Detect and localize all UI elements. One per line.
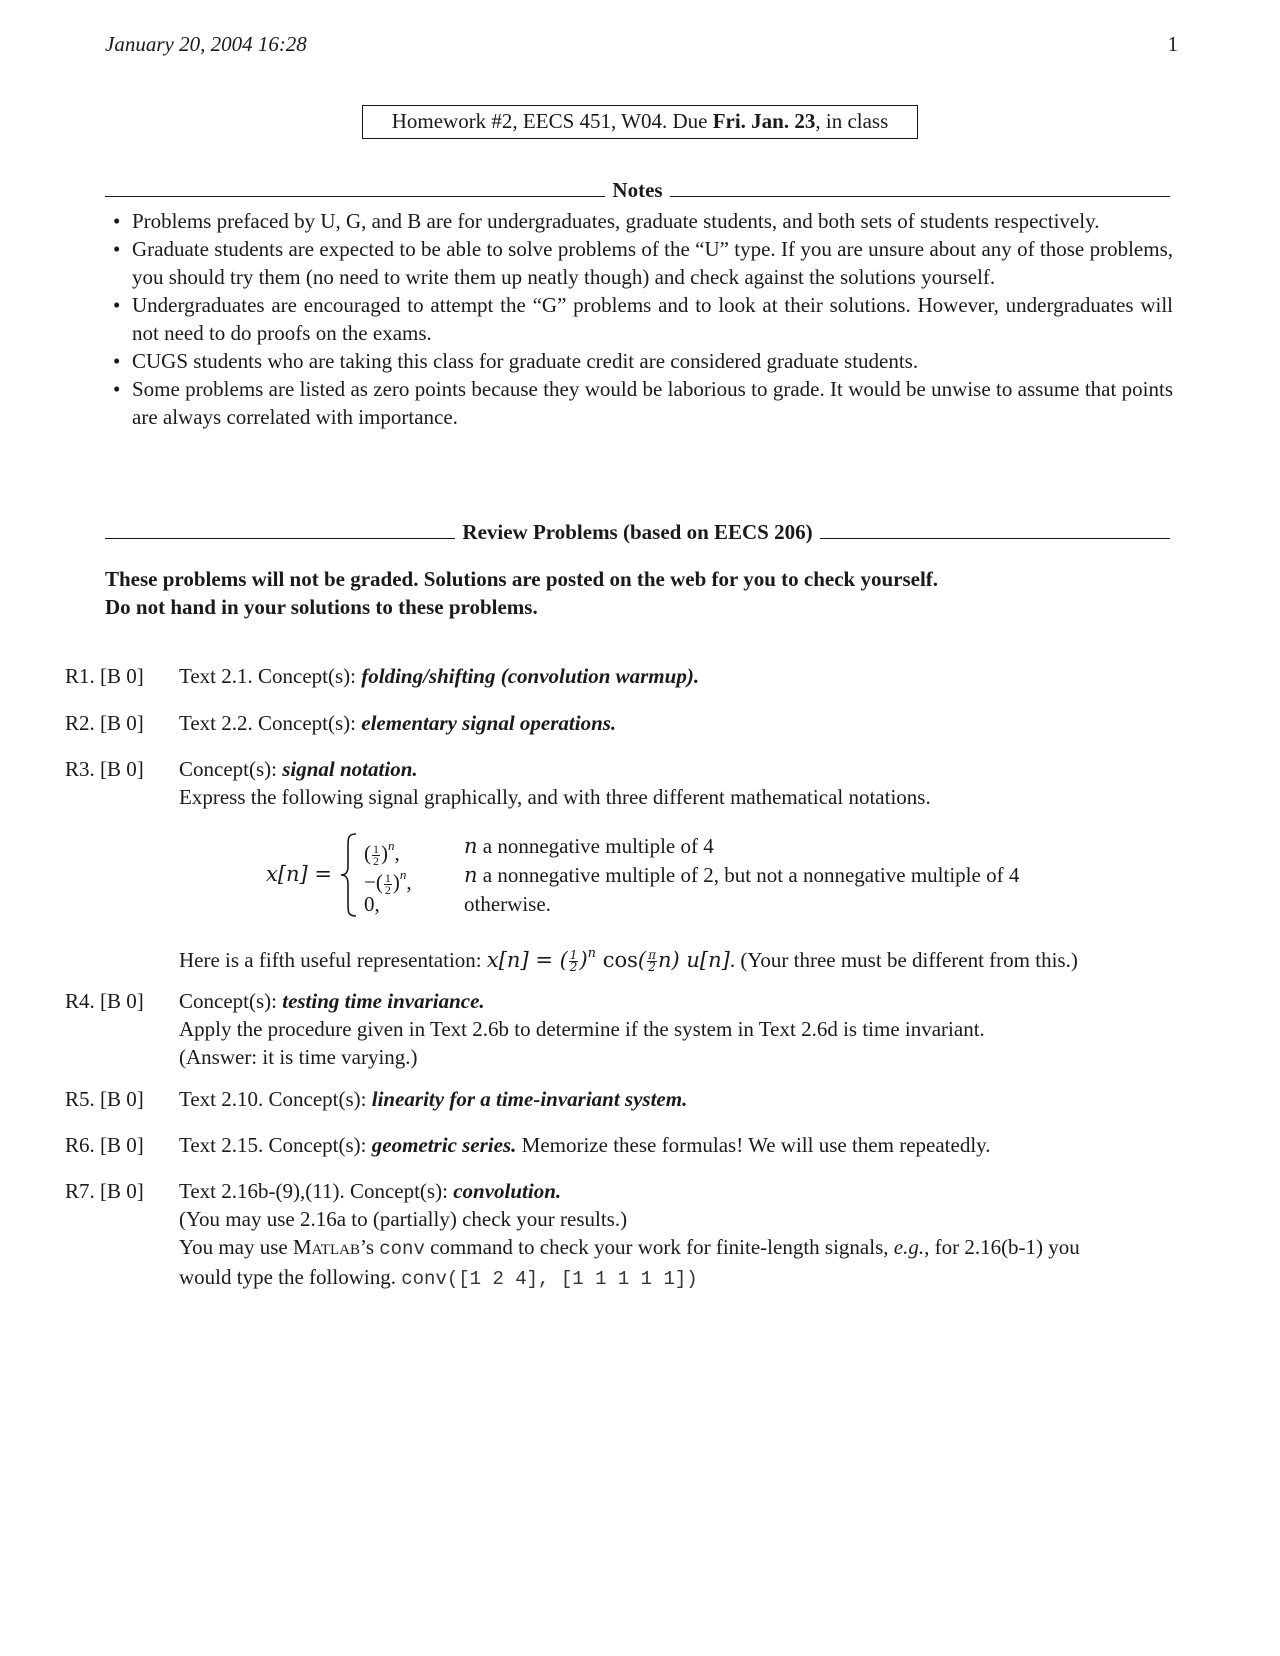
problem-r3 <box>65 755 1180 811</box>
rule-left <box>105 538 455 539</box>
problem-text-line: (Answer: it is time varying.) <box>179 1045 418 1069</box>
equation-lhs: x[n] = <box>266 862 333 886</box>
case-1-value: ( $\frac{1}{2}$ )$^n$, <box>364 838 400 868</box>
problem-text: , for 2.16(b-1) you <box>924 1235 1080 1259</box>
title-suffix: , in class <box>815 109 889 133</box>
problem-label: R6. [B 0] <box>65 1133 144 1157</box>
problem-text: Text 2.15. Concept(s): <box>179 1133 372 1157</box>
condition-text: a nonnegative multiple of 2, but not a nonnegative multiple of 4 <box>482 863 1020 887</box>
problem-text-line: Apply the procedure given in Text 2.6b to determine if the system in Text 2.6d is time invariant. <box>179 1017 985 1041</box>
case-3-condition: otherwise. <box>464 892 551 916</box>
case-2-value: −( $\frac{1}{2}$ )$^n$, <box>364 867 412 897</box>
problem-concept: testing time invariance. <box>282 989 485 1013</box>
note-text: Problems prefaced by U, G, and B are for undergraduates, graduate students, and both sets of students respectively. <box>132 209 1100 233</box>
case-1-condition <box>464 832 714 860</box>
title-prefix: Homework #2, EECS 451, W04. Due <box>391 109 713 133</box>
bullet-icon: • <box>113 293 121 317</box>
problem-text: Text 2.2. Concept(s): <box>179 711 362 735</box>
problem-label: R2. [B 0] <box>65 711 144 735</box>
fifth-representation-formula: x[n] = ( $\frac{1}{2}$ )$^n$ cos( $\frac{\pi}{2}$ n) u[n] <box>486 946 730 974</box>
bullet-icon: • <box>113 349 121 373</box>
problem-r2 <box>65 709 1180 737</box>
problem-body <box>179 1131 1180 1159</box>
notes-heading-rule <box>105 178 1170 202</box>
problem-concept: geometric series. <box>371 1133 517 1157</box>
problem-text-line <box>179 1263 1180 1293</box>
rule-right <box>670 196 1170 197</box>
problem-label: R7. [B 0] <box>65 1179 144 1203</box>
case-2-condition <box>464 861 1019 889</box>
problem-text-line: (You may use 2.16a to (partially) check your results.) <box>179 1207 628 1231</box>
note-item <box>113 207 1173 235</box>
problem-label: R3. [B 0] <box>65 757 144 781</box>
problem-text: Here is a fifth useful representation: <box>179 948 487 972</box>
note-item <box>113 235 1173 291</box>
problem-text: . (Your three must be different from this.) <box>729 948 1078 972</box>
conv-command: conv <box>379 1238 425 1260</box>
problem-text: Concept(s): <box>179 989 283 1013</box>
problem-r3-fifth-representation <box>65 940 1180 974</box>
var-n: n <box>464 863 478 887</box>
review-note-line: Do not hand in your solutions to these problems. <box>105 595 538 619</box>
problem-text: ’s <box>359 1235 380 1259</box>
problem-r7 <box>65 1177 1180 1293</box>
bullet-icon: • <box>113 377 121 401</box>
problem-concept: linearity for a time-invariant system. <box>371 1087 688 1111</box>
problem-body <box>179 709 1180 737</box>
rule-right <box>820 538 1170 539</box>
matlab-name: Matlab <box>292 1235 360 1259</box>
homework-title-box <box>362 105 918 139</box>
problem-label: R1. [B 0] <box>65 664 144 688</box>
note-item <box>113 347 1173 375</box>
review-note-line: These problems will not be graded. Solutions are posted on the web for you to check yourself. <box>105 567 939 591</box>
code-example: conv([1 2 4], [1 1 1 1 1]) <box>401 1268 698 1290</box>
page-number: 1 <box>1167 32 1178 56</box>
note-item <box>113 375 1173 431</box>
problem-r1 <box>65 662 1180 690</box>
problem-r4 <box>65 987 1180 1071</box>
problem-text: Text 2.16b-(9),(11). Concept(s): <box>179 1179 454 1203</box>
note-text: CUGS students who are taking this class for graduate credit are considered graduate students. <box>132 349 919 373</box>
rule-left <box>105 196 605 197</box>
bullet-icon: • <box>113 209 121 233</box>
note-text: Graduate students are expected to be able to solve problems of the “U” type. If you are unsure about any of those problems, you should try them (no need to write them up neatly though) and check against the solutions yourself. <box>132 237 1173 289</box>
problem-text: Text 2.1. Concept(s): <box>179 664 362 688</box>
problem-text: Text 2.10. Concept(s): <box>179 1087 372 1111</box>
problem-text-line <box>179 1233 1180 1263</box>
problem-text: would type the following. <box>179 1265 402 1289</box>
problem-text: command to check your work for finite-length signals, <box>424 1235 894 1259</box>
problem-r5 <box>65 1085 1180 1113</box>
problem-body <box>179 1177 1180 1293</box>
note-text: Some problems are listed as zero points because they would be laborious to grade. It would be unwise to assume that points are always correlated with importance. <box>132 377 1173 429</box>
problem-body <box>179 940 1180 974</box>
problem-text: Memorize these formulas! We will use them repeatedly. <box>516 1133 991 1157</box>
problem-label: R4. [B 0] <box>65 989 144 1013</box>
notes-list <box>113 207 1173 431</box>
problem-body <box>179 1085 1180 1113</box>
var-n: n <box>464 834 478 858</box>
bullet-icon: • <box>113 237 121 261</box>
problem-concept: convolution. <box>453 1179 562 1203</box>
review-heading-rule <box>105 520 1170 544</box>
problem-body <box>179 987 1180 1071</box>
title-due-date: Fri. Jan. 23 <box>712 109 816 133</box>
review-heading: Review Problems (based on EECS 206) <box>462 519 813 544</box>
notes-heading: Notes <box>612 177 663 202</box>
problem-concept: folding/shifting (convolution warmup). <box>361 664 700 688</box>
problem-concept: signal notation. <box>282 757 418 781</box>
problem-text: Concept(s): <box>179 757 283 781</box>
problem-label: R5. [B 0] <box>65 1087 144 1111</box>
left-brace-icon <box>338 832 360 918</box>
piecewise-equation <box>266 832 1086 918</box>
problem-body <box>179 662 1180 690</box>
problem-body <box>179 755 1180 811</box>
problem-text: You may use <box>179 1235 293 1259</box>
review-instructions <box>105 565 1175 621</box>
problem-text-line: Express the following signal graphically, and with three different mathematical notations. <box>179 785 931 809</box>
problem-concept: elementary signal operations. <box>361 711 617 735</box>
case-3-value: 0, <box>364 892 380 916</box>
note-item <box>113 291 1173 347</box>
condition-text: a nonnegative multiple of 4 <box>482 834 714 858</box>
note-text: Undergraduates are encouraged to attempt the “G” problems and to look at their solutions. However, undergraduates will not need to do proofs on the exams. <box>132 293 1173 345</box>
eg-abbrev: e.g. <box>893 1235 925 1259</box>
header-date: January 20, 2004 16:28 <box>105 32 307 56</box>
problem-r6 <box>65 1131 1180 1159</box>
